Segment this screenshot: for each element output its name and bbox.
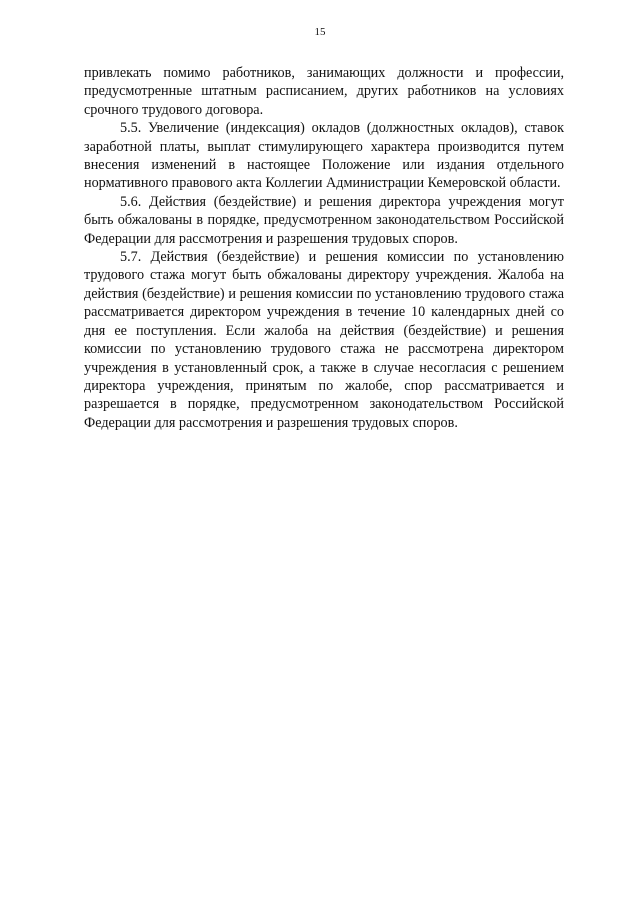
paragraph-continuation: привлекать помимо работников, занимающих должности и профессии, предусмотренные штатным расписанием, других работников на условиях срочного трудового договора. <box>84 65 564 118</box>
document-body <box>84 64 564 432</box>
page-number: 15 <box>314 26 326 38</box>
paragraph-5-7: 5.7. Действия (бездействие) и решения комиссии по установлению трудового стажа могут быть обжалованы директору учреждения. Жалоба на действия (бездействие) и решения комиссии по установлению трудового стажа рассматривается директором учреждения в течение 10 календарных дней со дня ее поступления. Если жалоба на действия (бездействие) и решения комиссии по установлению трудового стажа не рассмотрена директором учреждения в установленный срок, а также в случае несогласия с решением директора учреждения, принятым по жалобе, спор рассматривается и разрешается в порядке, предусмотренном законодательством Российской Федерации для рассмотрения и разрешения трудовых споров. <box>84 249 564 431</box>
paragraph-5-6: 5.6. Действия (бездействие) и решения директора учреждения могут быть обжалованы в порядке, предусмотренном законодательством Российской Федерации для рассмотрения и разрешения трудовых споров. <box>84 193 564 247</box>
paragraph-5-5: 5.5. Увеличение (индексация) окладов (должностных окладов), ставок заработной платы, выплат стимулирующего характера производится путем внесения изменений в настоящее Положение или издания отдельного нормативного правового акта Коллегии Администрации Кемеровской области. <box>84 120 564 192</box>
